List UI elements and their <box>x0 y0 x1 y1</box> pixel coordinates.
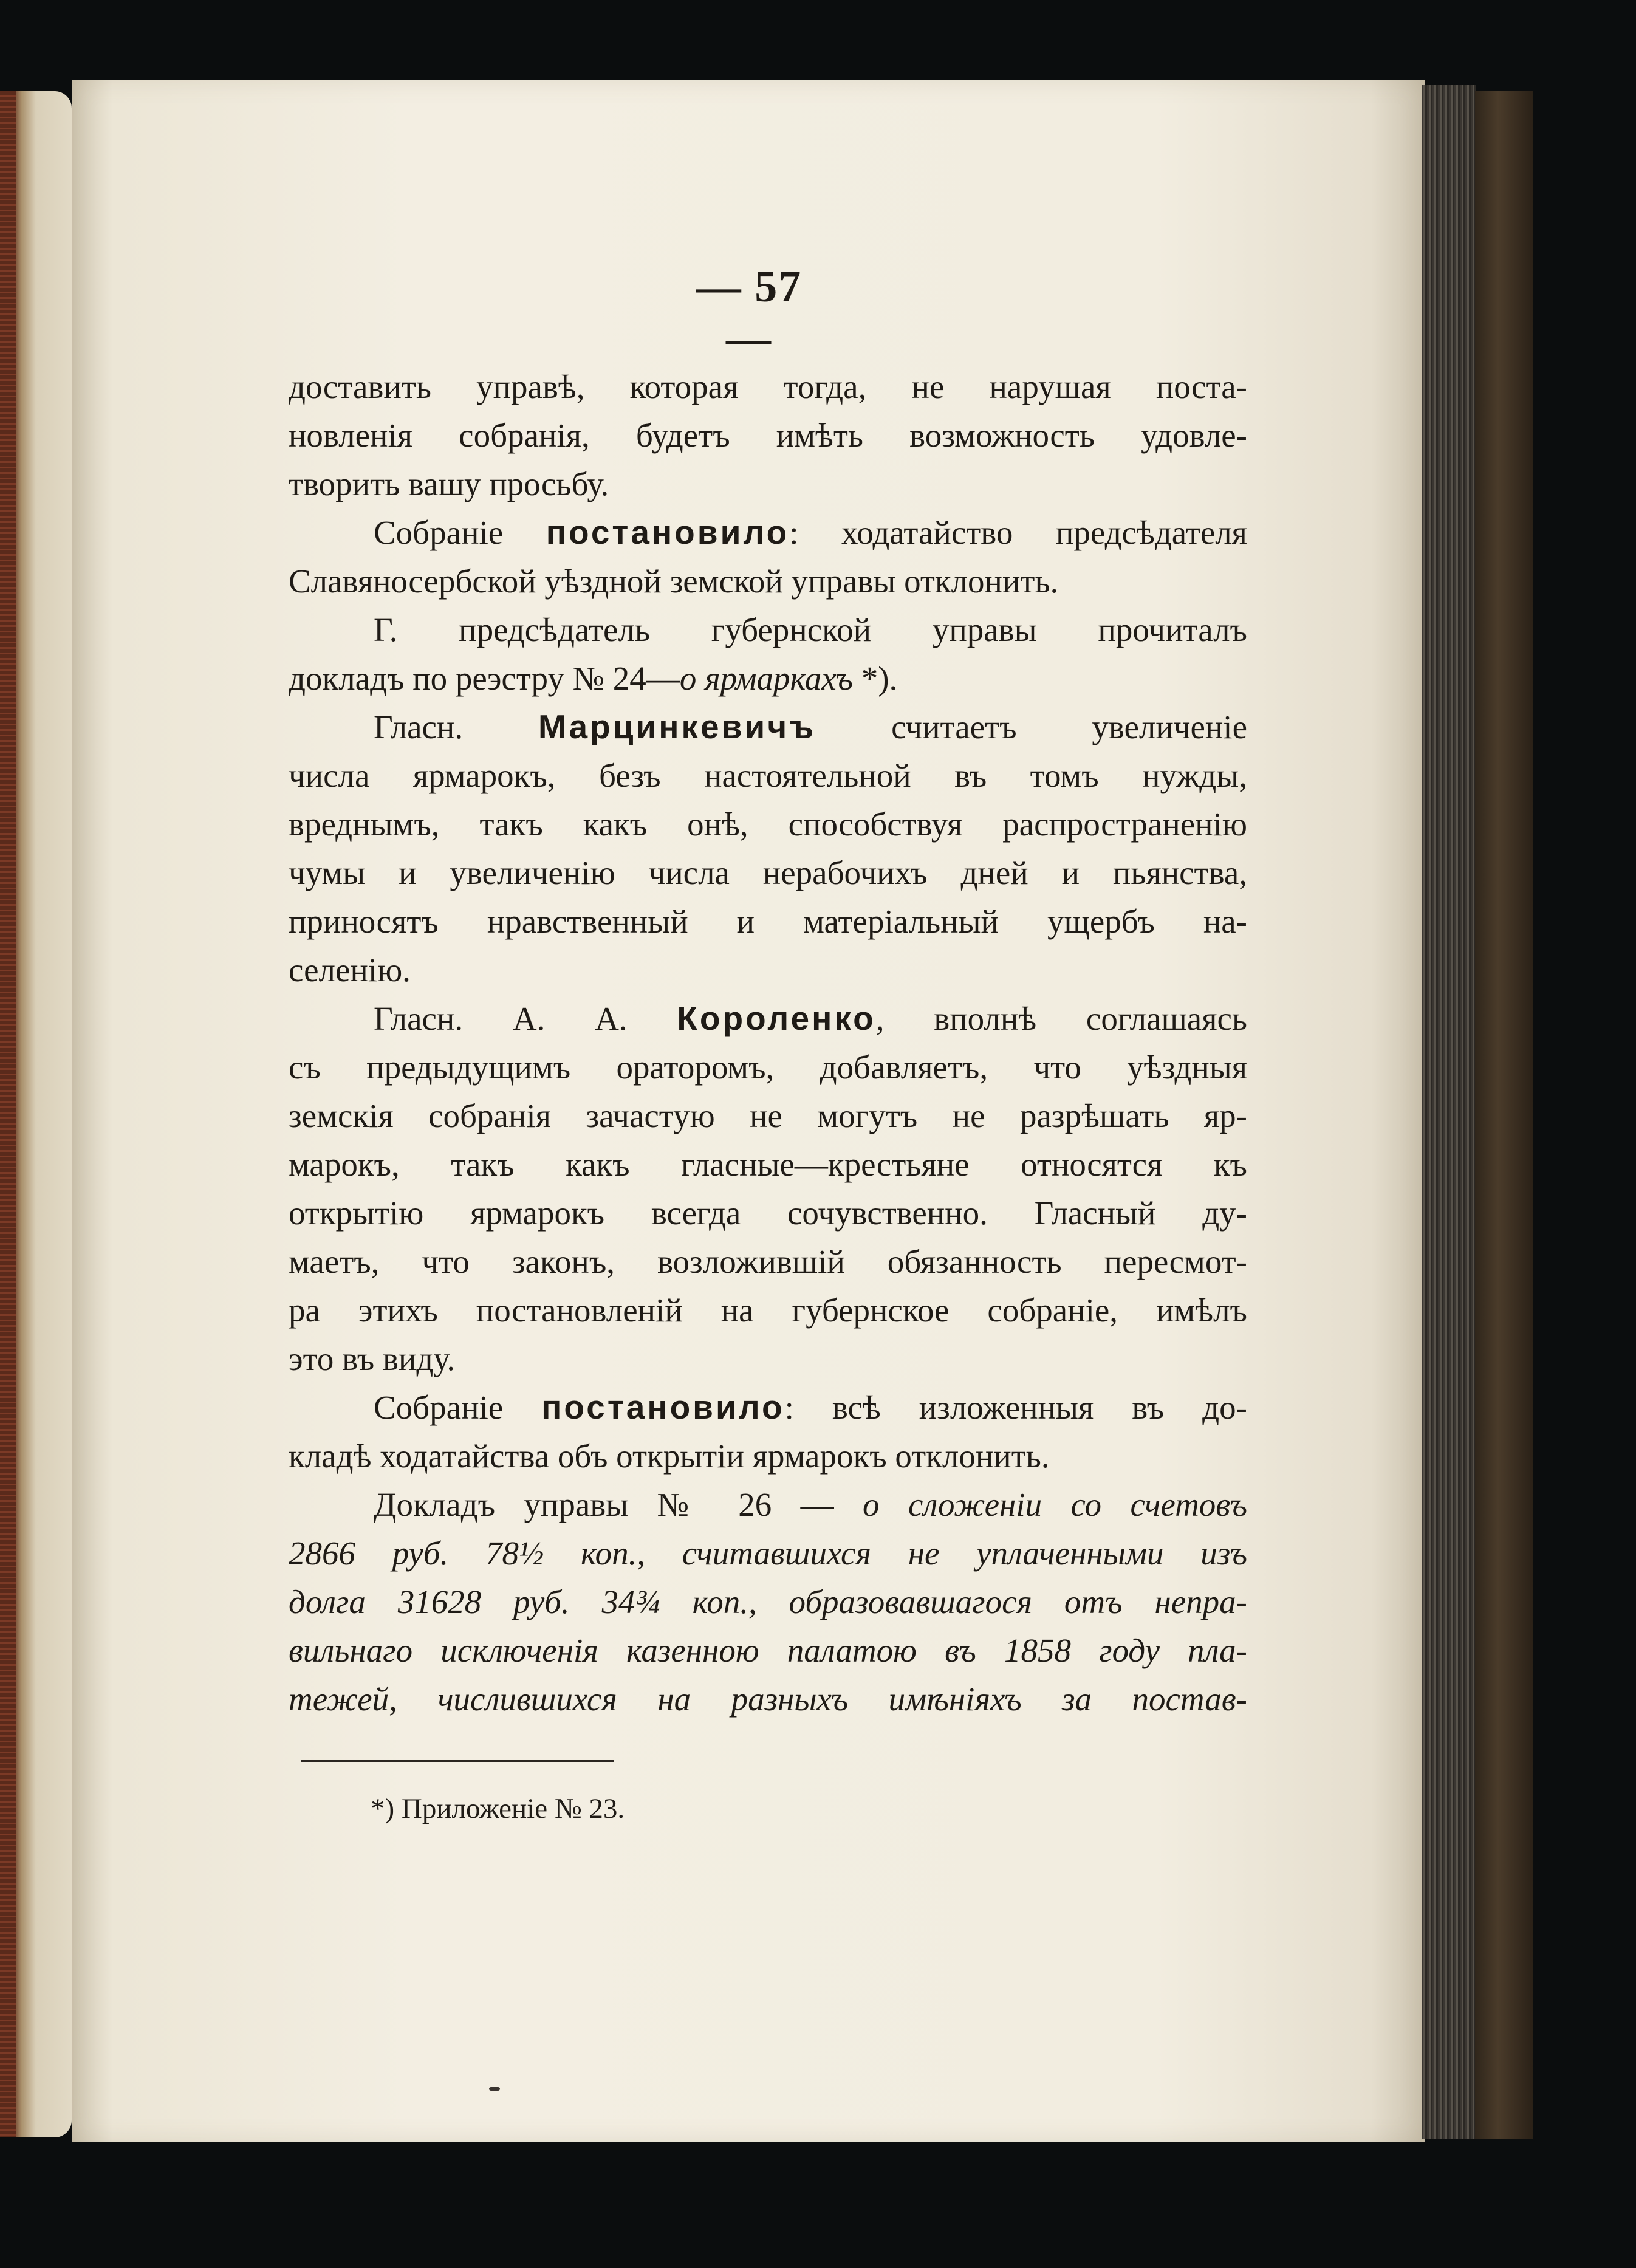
text-segment: ра этихъ постановленій на губернское собраніе, имѣлъ <box>289 1292 1247 1329</box>
text-line <box>289 413 1247 462</box>
text-segment: Славяносербской уѣздной земской управы отклонить. <box>289 563 1059 600</box>
italic-text: долга 31628 руб. 34¾ коп., образовавшагося отъ непра- <box>289 1583 1247 1620</box>
text-line <box>289 656 1247 705</box>
text-segment: Докладъ управы № 26 — <box>374 1486 863 1523</box>
text-line <box>289 1531 1247 1580</box>
footnote: *) Приложеніе № 23. <box>371 1793 625 1824</box>
italic-text: вильнаго исключенія казенною палатою въ 1858 году пла- <box>289 1632 1247 1669</box>
book-cover-edge <box>1475 91 1533 2139</box>
text-line <box>289 948 1247 996</box>
text-segment: творить вашу просьбу. <box>289 465 609 502</box>
text-line <box>289 753 1247 802</box>
text-line <box>289 510 1247 559</box>
text-line <box>289 608 1247 656</box>
text-segment: : ходатайство предсѣдателя <box>789 514 1247 551</box>
text-segment: Гласн. <box>374 708 538 745</box>
text-segment: кладѣ ходатайства объ открытіи ярмарокъ отклонить. <box>289 1437 1050 1475</box>
footnote-divider <box>301 1760 614 1762</box>
text-segment: Гласн. А. А. <box>374 1000 677 1037</box>
text-line <box>289 1337 1247 1385</box>
text-line <box>289 365 1247 413</box>
text-segment: открытію ярмарокъ всегда сочувственно. Гласный ду- <box>289 1194 1247 1232</box>
left-book-cover <box>0 91 16 2137</box>
text-segment: марокъ, такъ какъ гласные—крестьяне относятся къ <box>289 1146 1247 1183</box>
text-segment: , вполнѣ соглашаясь <box>875 1000 1247 1037</box>
text-segment: земскія собранія зачастую не могутъ не разрѣшать яр- <box>289 1097 1247 1134</box>
text-segment: Собраніе <box>374 514 546 551</box>
text-line <box>289 802 1247 851</box>
text-segment: съ предыдущимъ ораторомъ, добавляетъ, что уѣздныя <box>289 1049 1247 1086</box>
text-line <box>289 1385 1247 1434</box>
text-line <box>289 1580 1247 1628</box>
text-segment: селенію. <box>289 951 411 988</box>
text-line <box>289 559 1247 608</box>
text-segment: докладъ по реэстру № 24— <box>289 660 680 697</box>
text-segment: Собраніе <box>374 1389 542 1426</box>
text-segment: вреднымъ, такъ какъ онѣ, способствуя распространенію <box>289 806 1247 843</box>
emphasized-text: Марцинкевичъ <box>538 708 816 745</box>
page-stack-edge <box>1422 85 1476 2139</box>
emphasized-text: Короленко <box>677 999 876 1037</box>
text-line <box>289 1142 1247 1191</box>
text-line <box>289 851 1247 899</box>
text-segment: числа ярмарокъ, безъ настоятельной въ томъ нужды, <box>289 757 1247 794</box>
text-line <box>289 899 1247 948</box>
italic-text: 2866 руб. 78½ коп., считавшихся не уплаченными изъ <box>289 1535 1247 1572</box>
text-line <box>289 1288 1247 1337</box>
text-segment: : всѣ изложенныя въ до- <box>784 1389 1247 1426</box>
text-line <box>289 1482 1247 1531</box>
text-line <box>289 1191 1247 1239</box>
text-line <box>289 1094 1247 1142</box>
printing-mark <box>489 2087 500 2091</box>
text-segment: доставить управѣ, которая тогда, не нарушая поста- <box>289 368 1247 405</box>
text-line <box>289 1434 1247 1482</box>
emphasized-text: постановило <box>546 513 790 551</box>
text-line <box>289 462 1247 510</box>
text-segment: маетъ, что законъ, возложившій обязанность пересмот- <box>289 1243 1247 1280</box>
italic-text: о ярмаркахъ <box>679 660 853 697</box>
text-line <box>289 1239 1247 1288</box>
text-line <box>289 1677 1247 1725</box>
text-line <box>289 1045 1247 1094</box>
emphasized-text: постановило <box>541 1388 785 1426</box>
page-number: — 57 — <box>696 262 803 363</box>
italic-text: о сложеніи со счетовъ <box>863 1486 1247 1523</box>
text-line <box>289 705 1247 753</box>
text-segment: приносятъ нравственный и матеріальный ущербъ на- <box>289 903 1247 940</box>
body-text <box>289 365 1247 1725</box>
italic-text: тежей, числившихся на разныхъ имѣніяхъ за постав- <box>289 1680 1247 1718</box>
text-segment: это въ виду. <box>289 1340 456 1377</box>
text-segment: чумы и увеличенію числа нерабочихъ дней и пьянства, <box>289 854 1247 891</box>
text-segment: считаетъ увеличеніе <box>816 708 1247 745</box>
text-line <box>289 996 1247 1045</box>
text-segment: новленія собранія, будетъ имѣть возможность удовле- <box>289 417 1247 454</box>
text-segment: Г. предсѣдатель губернской управы прочиталъ <box>374 611 1247 648</box>
text-segment: *). <box>852 660 898 697</box>
text-line <box>289 1628 1247 1677</box>
